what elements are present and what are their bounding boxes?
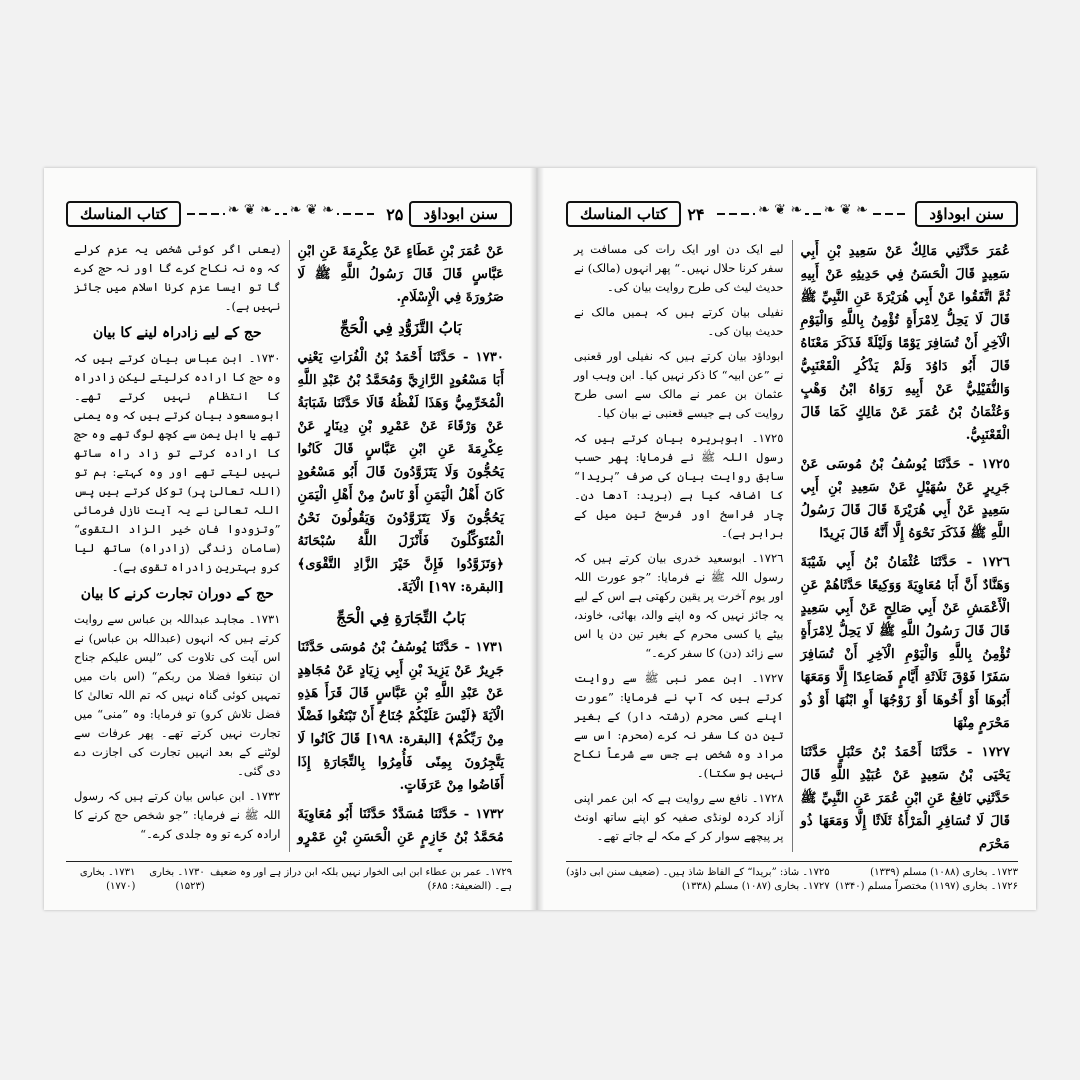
arabic-paragraph: ١٧٢٥ - حَدَّثَنَا يُوسُفُ بْنُ مُوسَى عَنْ جَرِيرٍ عَنْ سُهَيْلٍ عَنْ سَعِيدِ بْنِ أَبِي سَعِيدٍ عَنْ أَبِي هُرَيْرَةَ قَالَ قَالَ رَسُولُ اللَّهِ ﷺ فَذَكَرَ نَحْوَهُ إِلَّا أَنَّهُ قَالَ بَرِيدًا (800, 457, 1010, 541)
urdu-chapter-heading: حج کے دوران تجارت کرنے کا بیان (80, 586, 274, 602)
arabic-paragraph: عُمَرَ حَدَّثَنِي مَالِكٌ عَنْ سَعِيدِ بْنِ أَبِي سَعِيدٍ قَالَ الْحَسَنُ فِي حَدِيثِهِ عَنْ أَبِيهِ ثُمَّ اتَّفَقُوا عَنْ أَبِي هُرَيْرَةَ عَنِ النَّبِيِّ ﷺ قَالَ لَا يَحِلُّ لِامْرَأَةٍ تُؤْمِنُ بِاللَّهِ وَالْيَوْمِ الْآخِرِ أَنْ تُسَافِرَ يَوْمًا وَلَيْلَةً فَذَكَرَ مَعْنَاهُ قَالَ أَبُو دَاوُدَ وَلَمْ يَذْكُرِ الْقَعْنَبِيُّ وَالنُّفَيْلِيُّ عَنْ أَبِيهِ رَوَاهُ ابْنُ وَهْبٍ وَعُثْمَانُ بْنُ عُمَرَ عَنْ مَالِكٍ كَمَا قَالَ الْقَعْنَبِيُّ. (800, 244, 1010, 443)
section-title-box: كتاب المناسك (66, 201, 181, 227)
book-gutter (530, 168, 544, 910)
right-page-header (566, 196, 1018, 232)
footnote: ۱۷۲۶۔ بخاری (۱۱۹۷) مختصراً مسلم (۱۳۴۰) (835, 881, 1018, 892)
arabic-hadith-column (290, 240, 513, 852)
arabic-chapter-heading: بَابُ التَّزَوُّدِ فِي الْحَجِّ (339, 319, 462, 337)
arabic-paragraph: ١٧٢٦ - حَدَّثَنَا عُثْمَانُ بْنُ أَبِي شَيْبَةَ وَهَنَّادٌ أَنَّ أَبَا مُعَاوِيَةَ وَوَكِيعًا حَدَّثَاهُمْ عَنِ الْأَعْمَشِ عَنْ أَبِي صَالِحٍ عَنْ أَبِي سَعِيدٍ قَالَ قَالَ رَسُولُ اللَّهِ ﷺ لَا يَحِلُّ لِامْرَأَةٍ تُؤْمِنُ بِاللَّهِ وَالْيَوْمِ الْآخِرِ أَنْ تُسَافِرَ سَفَرًا فَوْقَ ثَلَاثَةِ أَيَّامٍ فَصَاعِدًا إِلَّا وَمَعَهَا أَبُوهَا أَوْ أَخُوهَا أَوْ زَوْجُهَا أَوِ ابْنُهَا أَوْ ذُو مَحْرَمٍ مِنْهَا (800, 555, 1010, 731)
urdu-chapter-heading: حج کے لیے زادراہ لینے کا بیان (92, 325, 262, 341)
arabic-paragraph: عَنْ عُمَرَ بْنِ عَطَاءٍ عَنْ عِكْرِمَةَ عَنِ ابْنِ عَبَّاسٍ قَالَ قَالَ رَسُولُ اللَّهِ ﷺ لَا صَرُورَةَ فِي الْإِسْلَامِ. (297, 244, 504, 305)
book-title-box: سنن ابوداؤد (409, 201, 512, 227)
header-ornament (717, 213, 910, 215)
urdu-paragraph: ١٧٣٢۔ ابن عباس بیان کرتے ہیں کہ رسول اللہ ﷺ نے فرمایا: ”جو شخص حج کرنے کا ارادہ کرے تو وہ جلدی کرے۔“ (74, 789, 281, 841)
left-page-columns (66, 240, 512, 852)
header-ornament (187, 213, 374, 215)
urdu-paragraph: ١٧٢٥۔ ابوہریرہ بیان کرتے ہیں کہ رسول اللہ ﷺ نے فرمایا: پھر حسب سابق روایت بیان کی صرف ”بریدا“ کا اضافہ کیا ہے (برید: آدھا دن۔ چار فراسخ اور فرسخ تین میل کے برابر ہے)۔ (574, 431, 784, 540)
page-number: ۲۴ (687, 204, 705, 224)
book-title-box: سنن ابوداؤد (915, 201, 1018, 227)
urdu-paragraph: ١٧٣٠۔ ابن عباس بیان کرتے ہیں کہ وہ حج کا ارادہ کرلیتے لیکن زادراہ کا انتظام نہیں کرتے تھے۔ ابومسعود بیان کرتے ہیں کہ وہ یمنی تھے یا اہل یمن سے کچھ لوگ تھے وہ حج کا ارادہ کرتے تو زاد راہ ساتھ نہیں لیتے تھے اور وہ کہتے: ہم تو (اللہ تعالیٰ پر) توکل کرتے ہیں پس اللہ تعالیٰ نے یہ آیت نازل فرمائی ”وتزودوا فان خیر الزاد التقوی“ (سامان زندگی (زادراہ) ساتھ لیا کرو بہترین زادراہ تقوی ہے)۔ (74, 351, 281, 574)
footnote: ۱۷۲۳۔ بخاری (۱۰۸۸) مسلم (۱۳۳۹) (870, 867, 1018, 878)
arabic-paragraph: ١٧٢٧ - حَدَّثَنَا أَحْمَدُ بْنُ حَنْبَلٍ حَدَّثَنَا يَحْيَى بْنُ سَعِيدٍ عَنْ عُبَيْدِ اللَّهِ قَالَ حَدَّثَنِي نَافِعٌ عَنِ ابْنِ عُمَرَ عَنِ النَّبِيِّ ﷺ قَالَ لَا تُسَافِرِ الْمَرْأَةُ ثَلَاثًا إِلَّا وَمَعَهَا ذُو مَحْرَمٍ (800, 745, 1010, 852)
left-page (44, 168, 530, 910)
arabic-hadith-column (793, 240, 1019, 852)
right-page (544, 168, 1036, 910)
footnote: ۱۷۲۵۔ شاذ: ”بریدا“ کے الفاظ شاذ ہیں۔ (ضعیف سنن ابی داؤد) (566, 867, 830, 878)
urdu-translation-column (66, 240, 290, 852)
left-page-footnotes (66, 861, 512, 894)
urdu-paragraph: ١٧٢٧۔ ابن عمر نبی ﷺ سے روایت کرتے ہیں کہ آپ نے فرمایا: ”عورت اپنے کسی محرم (رشتہ دار) کے بغیر تین دن کا سفر نہ کرے (محرم: اس سے مراد وہ شخص ہے جس سے شرعاً نکاح نہیں ہو سکتا)۔ (574, 671, 784, 780)
urdu-paragraph: (یعنی اگر کوئی شخص یہ عزم کرلے کہ وہ نہ نکاح کرے گا اور نہ حج کرے گا تو ایسا عزم کرنا اسلام میں جائز نہیں ہے)۔ (74, 242, 281, 313)
footnote: ۱۷۲۷۔ بخاری (۱۰۸۷) مسلم (۱۳۳۸) (681, 881, 830, 892)
urdu-paragraph: نفیلی بیان کرتے ہیں کہ ہمیں مالک نے حدیث بیان کی۔ (574, 305, 784, 338)
open-book-spread (44, 168, 1036, 910)
right-page-columns (566, 240, 1018, 852)
footnote: ۱۷۳۰۔ بخاری (۱۵۲۳) (149, 867, 205, 892)
arabic-paragraph: ١٧٣٠ - حَدَّثَنَا أَحْمَدُ بْنُ الْفُرَاتِ يَعْنِي أَبَا مَسْعُودٍ الرَّازِيَّ وَمُحَمَّدُ بْنُ عَبْدِ اللَّهِ الْمُخَرِّمِيُّ وَهَذَا لَفْظُهُ قَالَا حَدَّثَنَا شَبَابَةُ عَنْ وَرْقَاءَ عَنْ عَمْرِو بْنِ دِينَارٍ عَنْ عِكْرِمَةَ عَنِ ابْنِ عَبَّاسٍ قَالَ كَانُوا يَحُجُّونَ وَلَا يَتَزَوَّدُونَ قَالَ أَبُو مَسْعُودٍ كَانَ أَهْلُ الْيَمَنِ أَوْ نَاسٌ مِنْ أَهْلِ الْيَمَنِ يَحُجُّونَ وَلَا يَتَزَوَّدُونَ وَيَقُولُونَ نَحْنُ الْمُتَوَكِّلُونَ فَأَنْزَلَ اللَّهُ سُبْحَانَهُ ﴿وَتَزَوَّدُوا فَإِنَّ خَيْرَ الزَّادِ التَّقْوَى﴾ [البقرة: ١٩٧] الْآيَةَ. (297, 350, 504, 595)
footnote: ۱۷۲۹۔ عمر بن عطاء ابن ابی الخوار نہیں بلکہ ابن دراز ہے اور وہ ضعیف ہے۔ (الضعیفۃ: ۶۸۵) (210, 867, 512, 892)
urdu-paragraph: ١٧٣١۔ مجاہد عبداللہ بن عباس سے روایت کرتے ہیں کہ انہوں (عبداللہ بن عباس) نے اس آیت کی تلاوت کی ”لیس علیکم جناح ان تبتغوا فضلا من ربکم“ (اس بات میں تمہیں کوئی گناہ نہیں کہ تم اللہ تعالیٰ کا فضل تلاش کرو) تو فرمایا: وہ ”منی“ میں تجارت نہیں کرتے تھے۔ پھر عرفات سے لوٹنے کے بعد انہیں تجارت کی اجازت دے دی گئی۔ (74, 612, 281, 778)
arabic-paragraph: ١٧٣١ - حَدَّثَنَا يُوسُفُ بْنُ مُوسَى حَدَّثَنَا جَرِيرٌ عَنْ يَزِيدَ بْنِ أَبِي زِيَادٍ عَنْ مُجَاهِدٍ عَنْ عَبْدِ اللَّهِ بْنِ عَبَّاسٍ قَالَ قَرَأَ هَذِهِ الْآيَةَ ﴿لَيْسَ عَلَيْكُمْ جُنَاحٌ أَنْ تَبْتَغُوا فَضْلًا مِنْ رَبِّكُمْ﴾ [البقرة: ١٩٨] قَالَ كَانُوا لَا يَتَّجِرُونَ بِمِنًى فَأُمِرُوا بِالتِّجَارَةِ إِذَا أَفَاضُوا مِنْ عَرَفَاتٍ. (297, 640, 504, 793)
footnote: ۱۷۳۱۔ بخاری (۱۷۷۰) (79, 867, 136, 892)
arabic-chapter-heading: بَابُ التِّجَارَةِ فِي الْحَجِّ (336, 609, 466, 627)
left-page-header (66, 196, 512, 232)
arabic-paragraph: ١٧٣٢ - حَدَّثَنَا مُسَدَّدٌ حَدَّثَنَا أَبُو مُعَاوِيَةَ مُحَمَّدُ بْنُ خَازِمٍ عَنِ الْحَسَنِ بْنِ عَمْرٍو (297, 807, 504, 845)
footnote-group (835, 866, 1018, 894)
right-page-footnotes (566, 861, 1018, 894)
urdu-translation-column (566, 240, 793, 852)
section-title-box: كتاب المناسك (566, 201, 681, 227)
urdu-paragraph: ١٧٢٦۔ ابوسعید خدری بیان کرتے ہیں کہ رسول اللہ ﷺ نے فرمایا: ”جو عورت اللہ اور یوم آخرت پر یقین رکھتی ہے اس کے لیے یہ جائز نہیں کہ وہ اپنے والد، بھائی، خاوند، بیٹے یا کسی محرم کے بغیر تین دن یا اس سے زائد (دن) کا سفر کرے۔“ (574, 551, 784, 660)
urdu-paragraph: لیے ایک دن اور ایک رات کی مسافت پر سفر کرنا حلال نہیں۔“ پھر انہوں (مالک) نے حدیث لیث کی طرح روایت بیان کی۔ (574, 242, 784, 294)
urdu-paragraph: ابوداؤد بیان کرتے ہیں کہ نفیلی اور قعنبی نے ”عن ابیہ“ کا ذکر نہیں کیا۔ ابن وہب اور عثمان بن عمر نے مالک سے اسی طرح روایت کی ہے جیسے قعنبی نے بیان کیا۔ (574, 349, 784, 420)
footnote-group (566, 866, 830, 894)
urdu-paragraph: ١٧٢٨۔ نافع سے روایت ہے کہ ابن عمر اپنی آزاد کردہ لونڈی صفیہ کو اپنے ساتھ اونٹ پر پیچھے سوار کر کے مکہ لے جاتے تھے۔ (574, 791, 784, 843)
page-number: ۲۵ (386, 204, 404, 224)
